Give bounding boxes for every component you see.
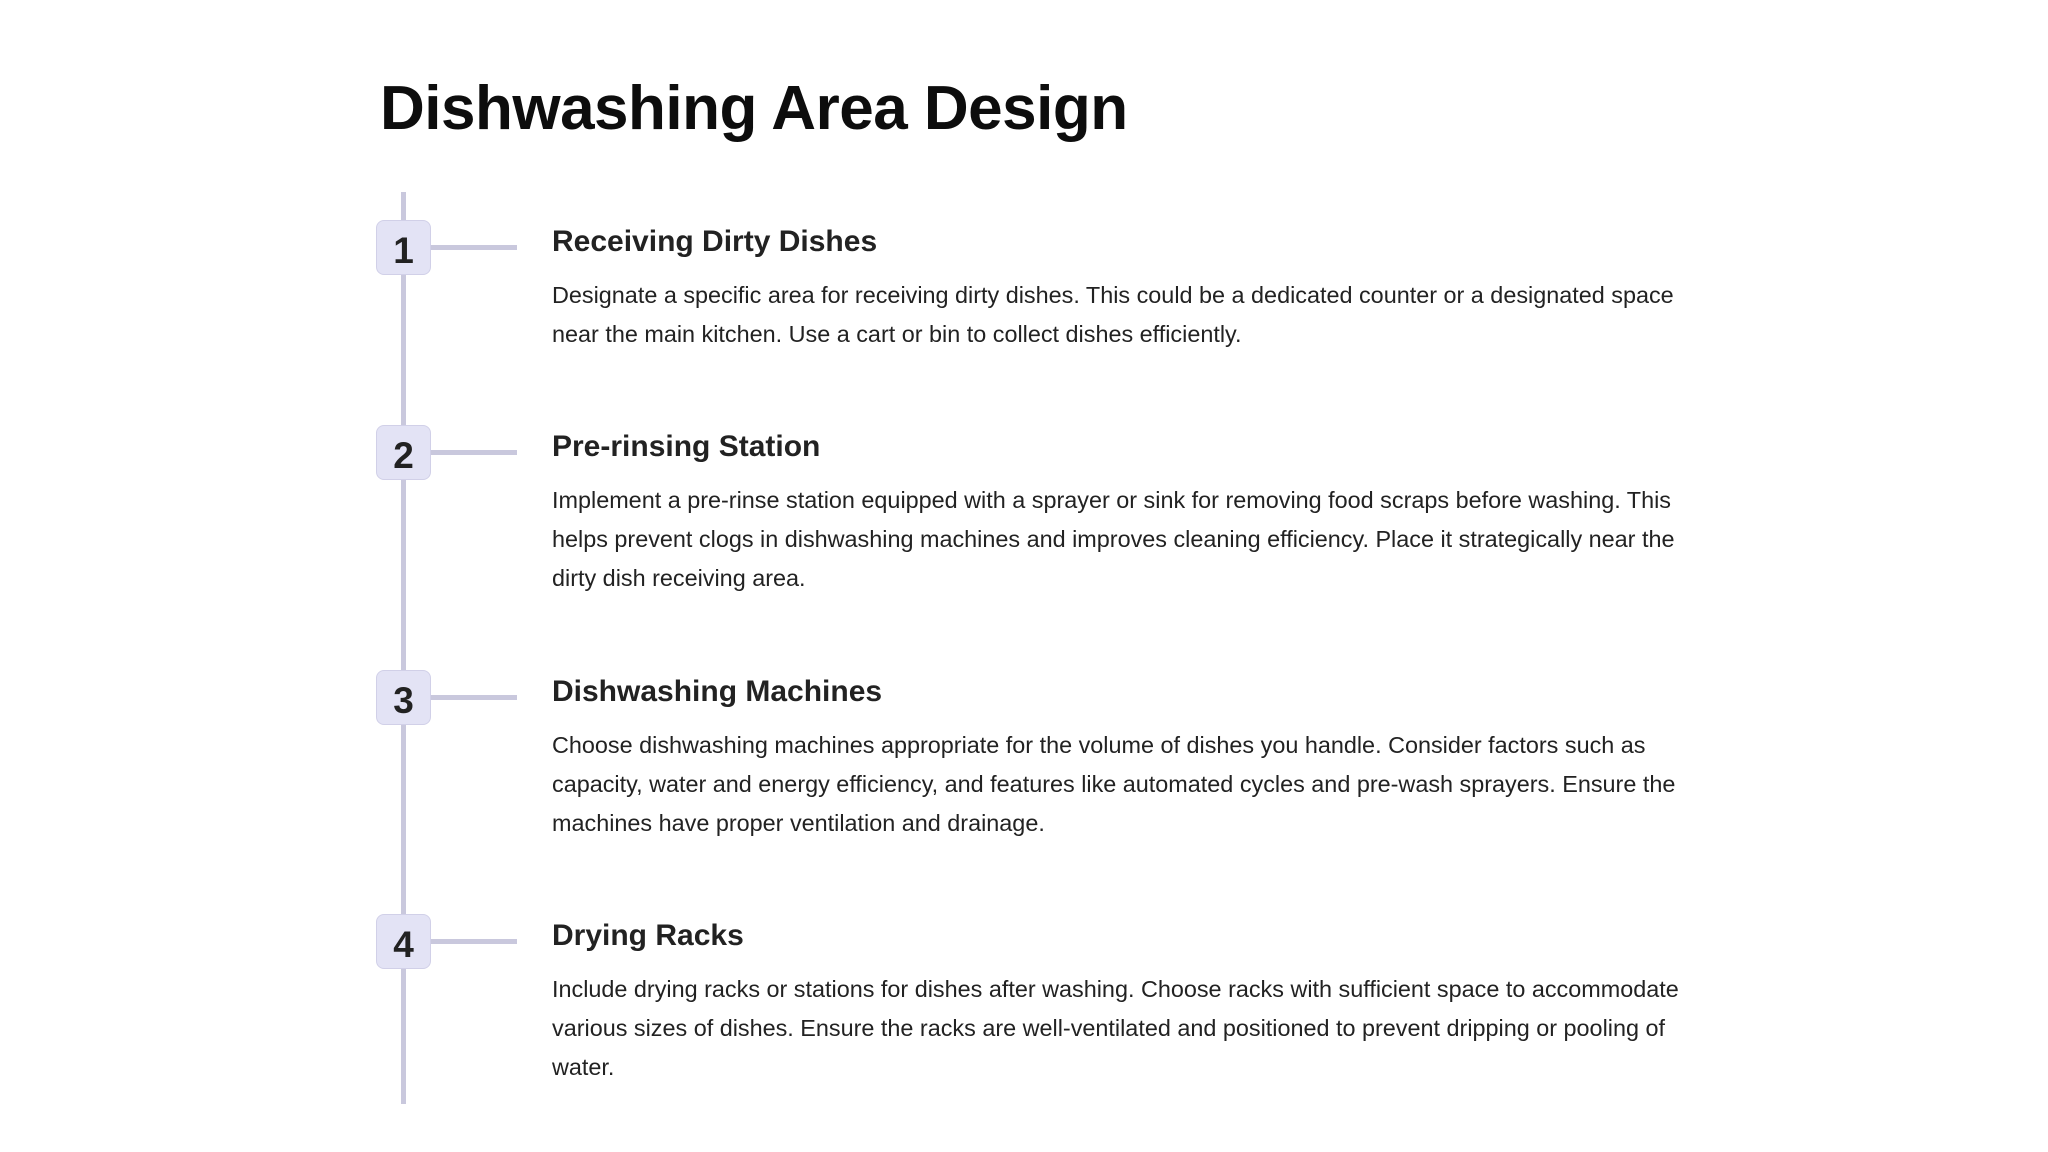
step-number-badge: 4 bbox=[376, 914, 431, 969]
step-number-badge: 3 bbox=[376, 670, 431, 725]
step-item-dishwashing-machines bbox=[552, 674, 1702, 843]
step-connector bbox=[431, 245, 517, 250]
step-title: Dishwashing Machines bbox=[552, 675, 883, 708]
step-title: Pre-rinsing Station bbox=[552, 430, 821, 463]
step-item-drying-racks bbox=[552, 918, 1702, 1087]
step-description: Implement a pre-rinse station equipped with a sprayer or sink for removing food scraps before washing. This helps prevent clogs in dishwashing machines and improves cleaning efficiency. Place it strategically near the dirty dish receiving area. bbox=[552, 487, 1675, 591]
step-description: Choose dishwashing machines appropriate for the volume of dishes you handle. Consider factors such as capacity, water and energy efficiency, and features like automated cycles and pre-wash sprayers. Ensure the machines have proper ventilation and drainage. bbox=[552, 732, 1676, 836]
step-connector bbox=[431, 450, 517, 455]
step-title: Drying Racks bbox=[552, 919, 744, 952]
step-connector bbox=[431, 695, 517, 700]
step-title: Receiving Dirty Dishes bbox=[552, 225, 878, 258]
step-connector bbox=[431, 939, 517, 944]
step-description: Include drying racks or stations for dishes after washing. Choose racks with sufficient space to accommodate various sizes of dishes. Ensure the racks are well-ventilated and positioned to prevent dripping or pooling of water. bbox=[552, 976, 1679, 1080]
step-description: Designate a specific area for receiving dirty dishes. This could be a dedicated counter or a designated space near the main kitchen. Use a cart or bin to collect dishes efficiently. bbox=[552, 282, 1674, 347]
step-item-pre-rinsing bbox=[552, 429, 1702, 598]
step-item-receiving bbox=[552, 224, 1702, 354]
step-number-badge: 1 bbox=[376, 220, 431, 275]
step-number-badge: 2 bbox=[376, 425, 431, 480]
page-title: Dishwashing Area Design bbox=[380, 74, 1128, 143]
